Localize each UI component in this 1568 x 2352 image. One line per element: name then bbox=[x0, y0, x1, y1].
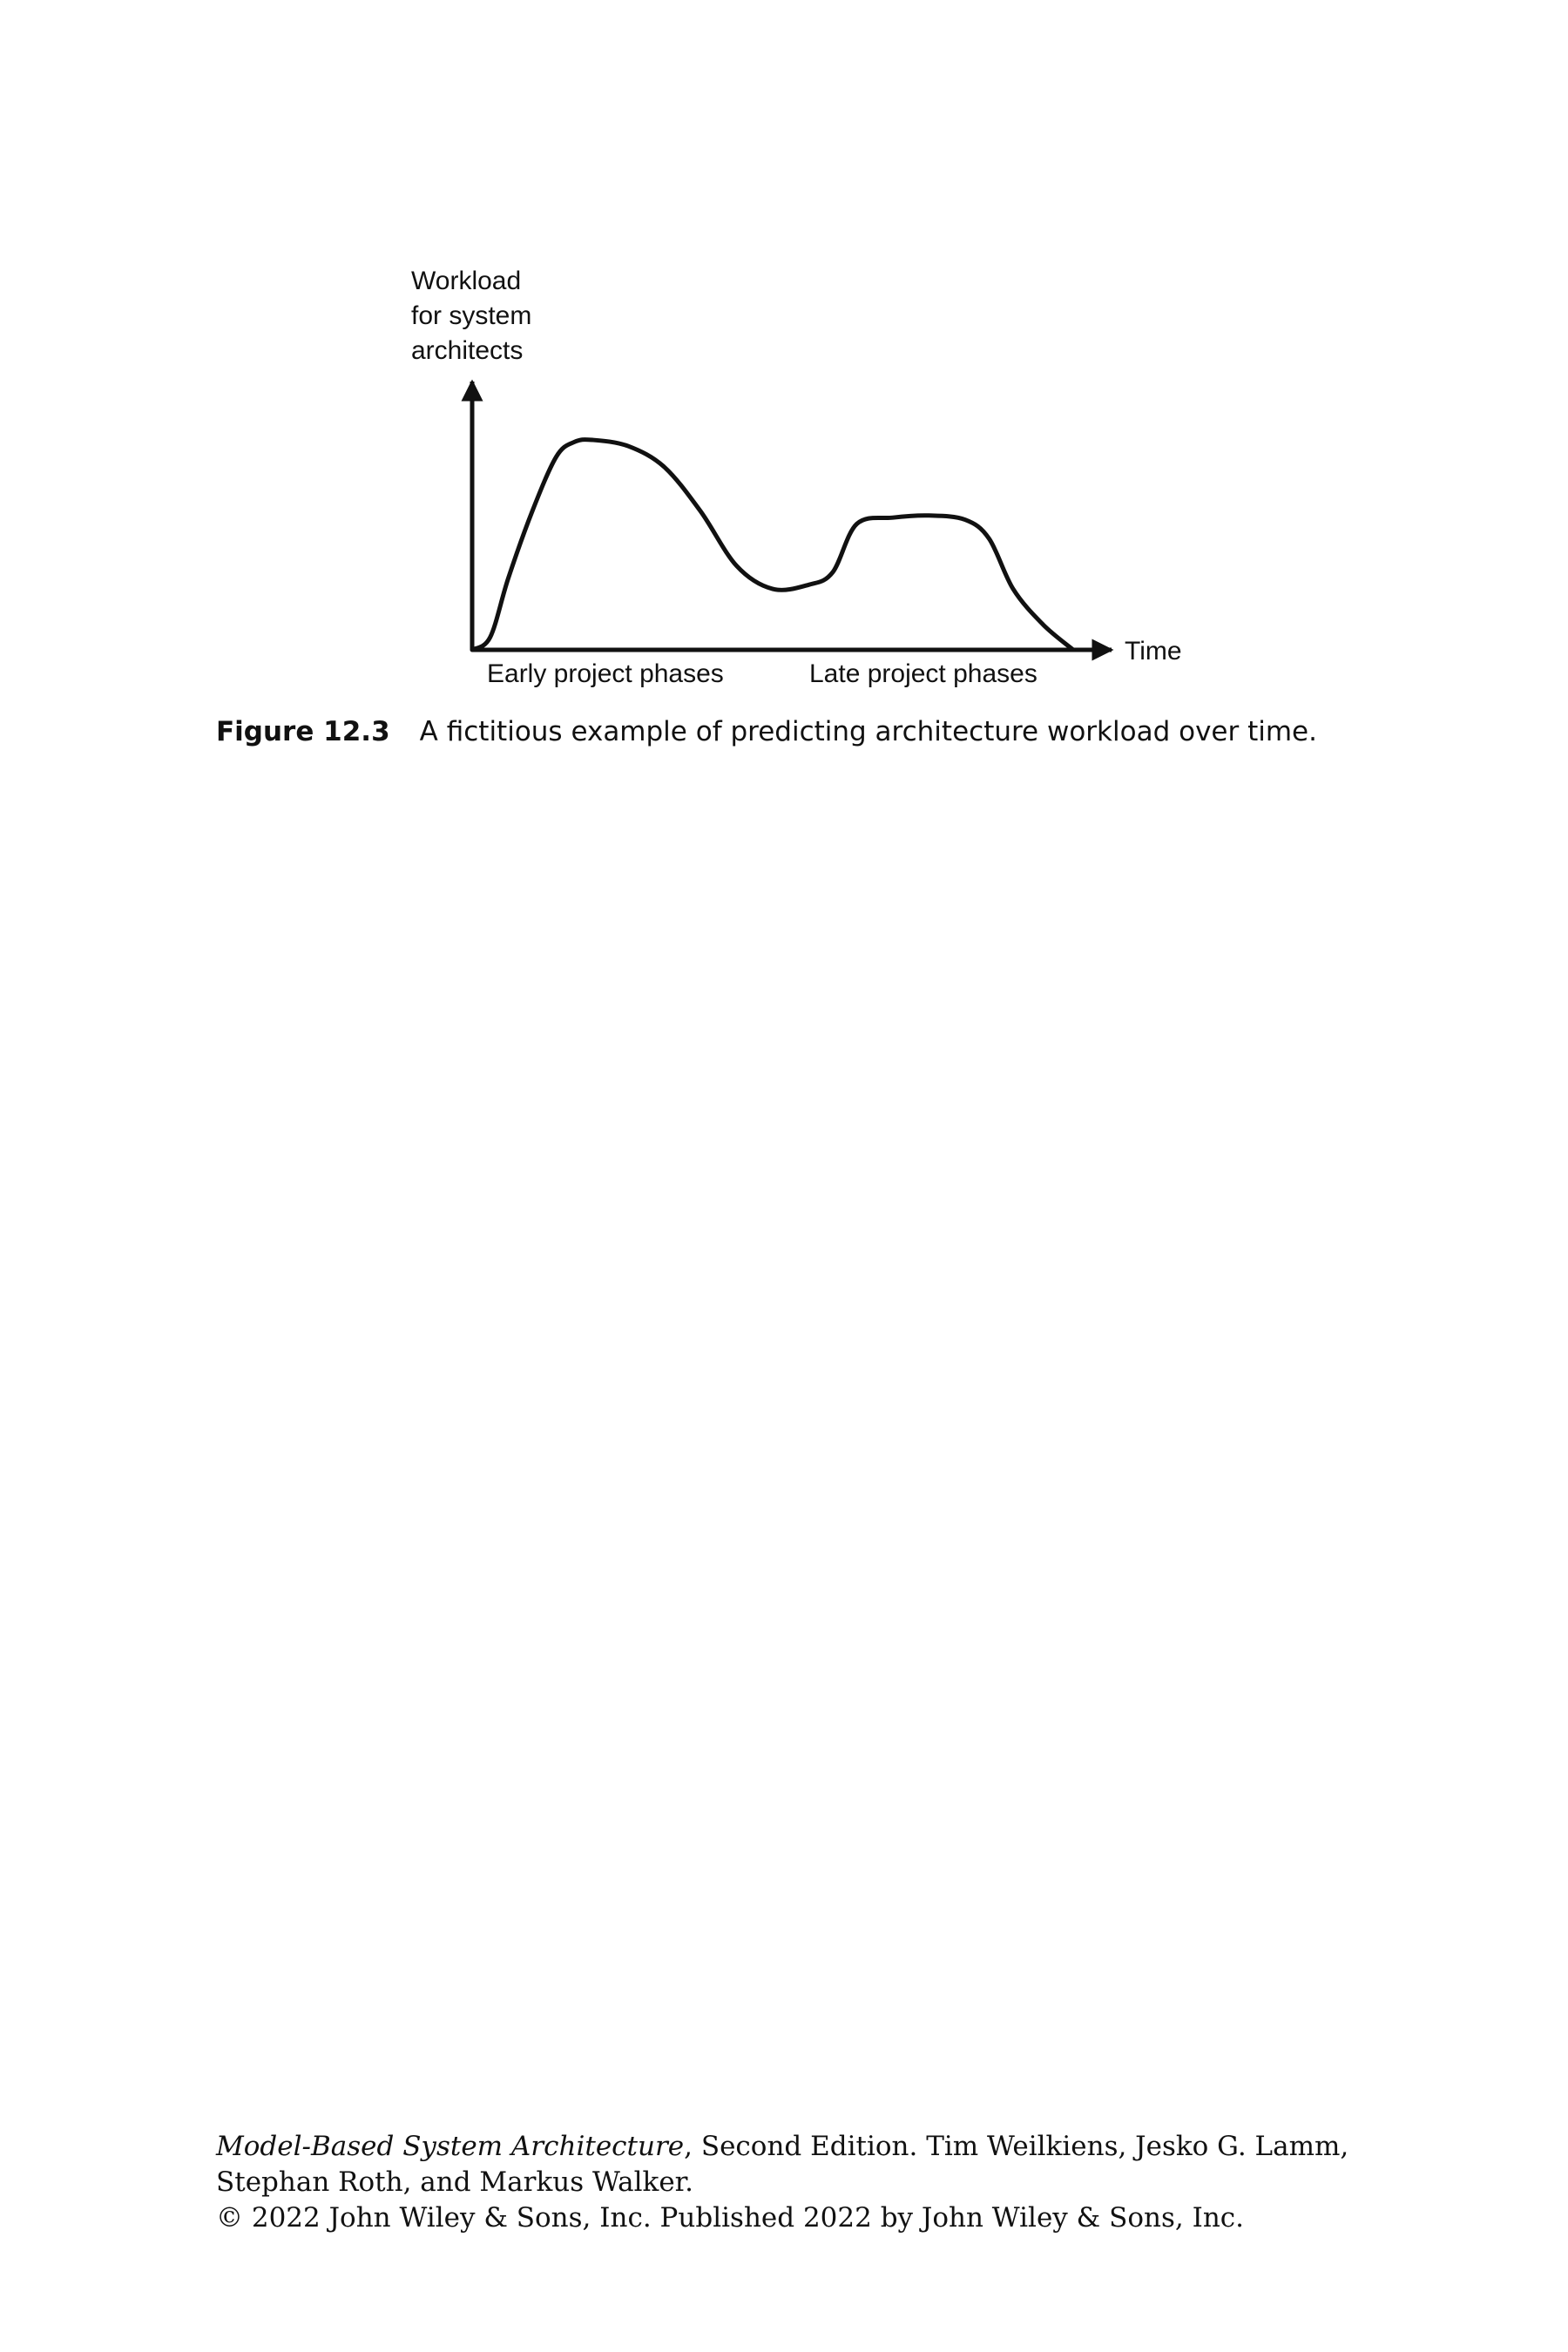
caption-text: A fictitious example of predicting architecture workload over time. bbox=[419, 716, 1317, 747]
workload-chart bbox=[0, 0, 1568, 784]
copyright-footer bbox=[216, 2129, 1436, 2236]
workload-series-points bbox=[470, 438, 1075, 652]
figure-number: Figure 12.3 bbox=[216, 716, 390, 747]
figure-caption bbox=[216, 716, 1436, 747]
phase-label-early: Early project phases bbox=[487, 659, 724, 688]
workload-series-line bbox=[472, 440, 1073, 650]
y-axis-label-line-1: Workload bbox=[411, 267, 522, 295]
footer-line-1-rest: , Second Edition. Tim Weilkiens, Jesko G. Lamm, bbox=[684, 2131, 1349, 2162]
footer-line-1 bbox=[216, 2129, 1436, 2165]
footer-line-3: © 2022 John Wiley & Sons, Inc. Published 2022 by John Wiley & Sons, Inc. bbox=[216, 2202, 1245, 2234]
x-axis-label: Time bbox=[1125, 637, 1182, 666]
footer-line-2: Stephan Roth, and Markus Walker. bbox=[216, 2166, 693, 2198]
y-axis-label-line-3: architects bbox=[411, 336, 524, 365]
phase-label-late: Late project phases bbox=[809, 659, 1037, 688]
book-title: Model-Based System Architecture bbox=[216, 2131, 685, 2162]
y-axis-label-line-2: for system bbox=[411, 301, 532, 330]
